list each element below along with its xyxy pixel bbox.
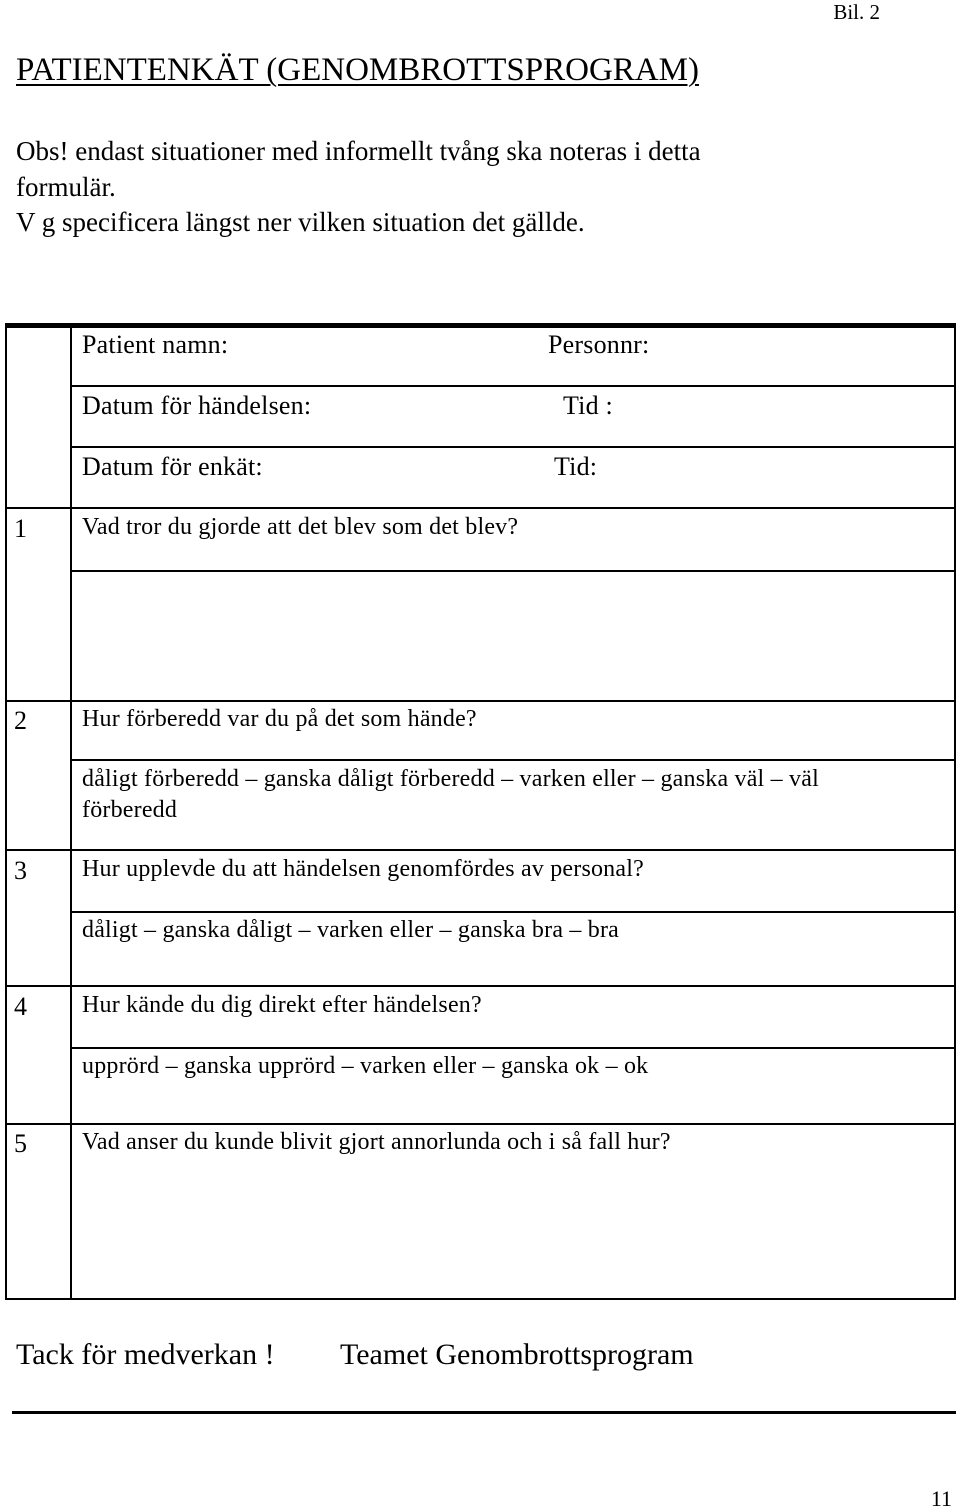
survey-date-field[interactable]: Datum för enkät: bbox=[82, 452, 263, 481]
row-divider bbox=[7, 985, 956, 987]
attachment-label: Bil. 2 bbox=[833, 0, 880, 24]
page-title: PATIENTENKÄT (GENOMBROTTSPROGRAM) bbox=[16, 52, 699, 88]
answer-area[interactable] bbox=[72, 1165, 954, 1298]
row-divider bbox=[70, 385, 956, 387]
question-text: Vad tror du gjorde att det blev som det blev? bbox=[82, 514, 519, 540]
thanks-text: Tack för medverkan ! bbox=[16, 1338, 275, 1371]
survey-time-field[interactable]: Tid: bbox=[554, 452, 598, 481]
answer-scale[interactable]: dåligt förberedd – ganska dåligt förberedd – varken eller – ganska väl – väl bbox=[82, 766, 819, 792]
form-column-divider bbox=[70, 328, 72, 1300]
question-text: Hur kände du dig direkt efter händelsen? bbox=[82, 992, 482, 1018]
question-number: 2 bbox=[14, 706, 27, 735]
team-signature: Teamet Genombrottsprogram bbox=[340, 1338, 694, 1371]
answer-area[interactable] bbox=[72, 572, 954, 699]
patient-name-field[interactable]: Patient namn: bbox=[82, 330, 229, 359]
row-divider bbox=[70, 911, 956, 913]
row-divider bbox=[70, 759, 956, 761]
question-number: 4 bbox=[14, 992, 27, 1021]
question-number: 3 bbox=[14, 856, 27, 885]
row-divider bbox=[7, 1123, 956, 1125]
row-divider bbox=[7, 507, 956, 509]
answer-scale[interactable]: upprörd – ganska upprörd – varken eller – ganska ok – ok bbox=[82, 1053, 649, 1079]
instruction-line-2: formulär. bbox=[16, 172, 116, 202]
event-time-field[interactable]: Tid : bbox=[563, 391, 613, 420]
question-text: Hur förberedd var du på det som hände? bbox=[82, 706, 477, 732]
question-number: 1 bbox=[14, 514, 27, 543]
answer-scale[interactable]: dåligt – ganska dåligt – varken eller – ganska bra – bra bbox=[82, 917, 620, 943]
instruction-line-1: Obs! endast situationer med informellt tvång ska noteras i detta bbox=[16, 136, 701, 166]
question-text: Hur upplevde du att händelsen genomfördes av personal? bbox=[82, 856, 644, 882]
answer-scale-continued[interactable]: förberedd bbox=[82, 797, 178, 823]
personnr-field[interactable]: Personnr: bbox=[548, 330, 650, 359]
question-text: Vad anser du kunde blivit gjort annorlunda och i så fall hur? bbox=[82, 1129, 671, 1155]
row-divider bbox=[70, 1047, 956, 1049]
specification-line[interactable] bbox=[12, 1411, 956, 1414]
event-date-field[interactable]: Datum för händelsen: bbox=[82, 391, 312, 420]
row-divider bbox=[7, 849, 956, 851]
instruction-line-3: V g specificera längst ner vilken situation det gällde. bbox=[16, 207, 585, 237]
row-divider bbox=[7, 700, 956, 702]
question-number: 5 bbox=[14, 1129, 27, 1158]
page-number: 11 bbox=[930, 1486, 952, 1511]
row-divider bbox=[70, 446, 956, 448]
